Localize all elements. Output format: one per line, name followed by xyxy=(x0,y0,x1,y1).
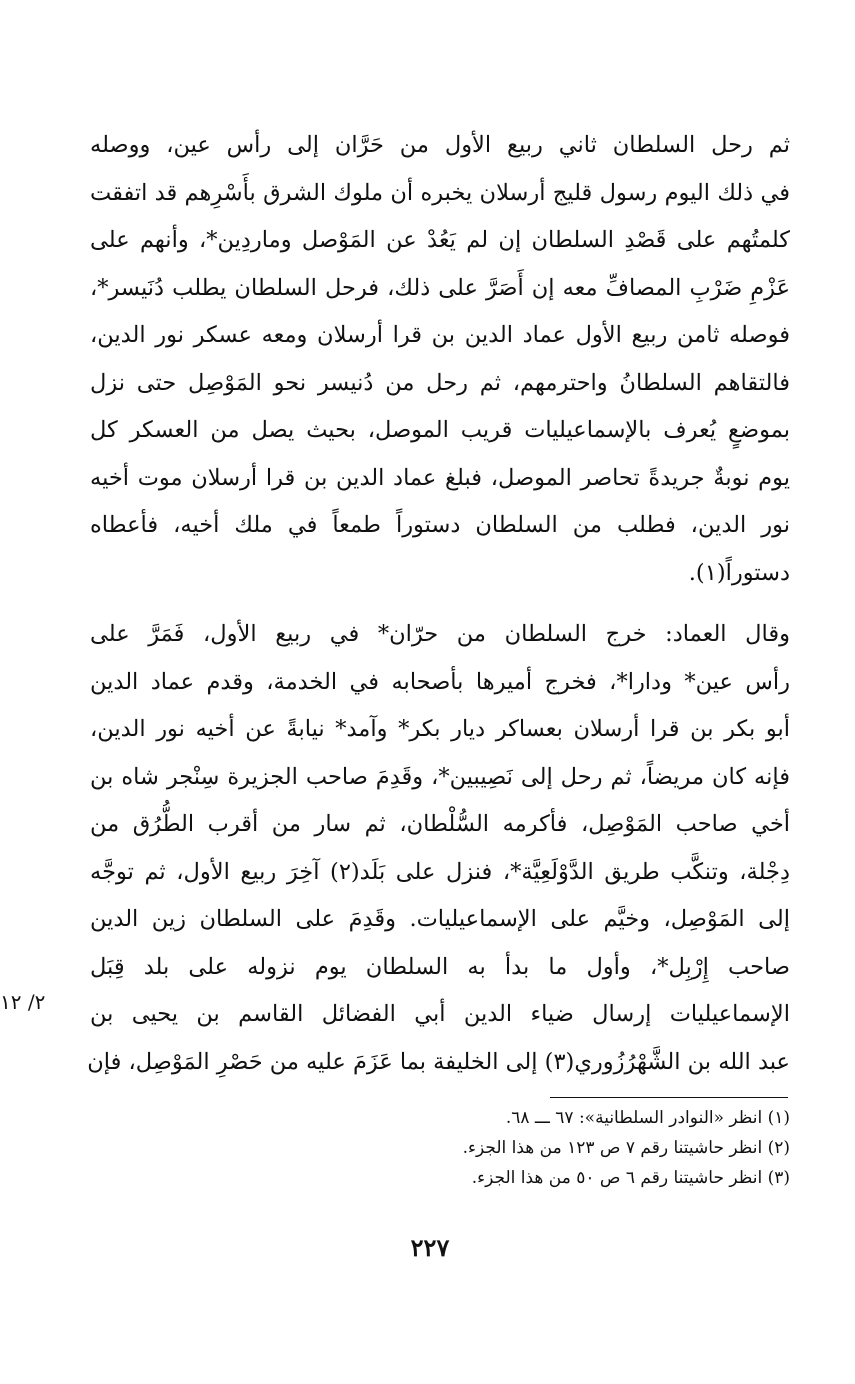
paragraph-2 xyxy=(87,611,790,1086)
text-line: فوصله ثامن ربيع الأول عماد الدين بن قرا أرسلان ومعه عسكر نور الدين، xyxy=(90,322,790,348)
text-line: أخي صاحب المَوْصِل، فأكرمه السُّلْطان، ثم سار من أقرب الطُّرُق من xyxy=(90,811,790,837)
text-line: صاحب إِرْبِل*، وأول ما بدأ به السلطان يوم نزوله على بلد قِبَل xyxy=(90,953,790,980)
text-line: في ذلك اليوم رسول قليج أرسلان يخبره أن ملوك الشرق بأَسْرِهم قد اتفقت xyxy=(90,179,790,206)
main-text xyxy=(87,122,790,1086)
text-line: رأس عين* ودارا*، فخرج أميرها بأصحابه في الخدمة، وقدم عماد الدين xyxy=(90,668,790,695)
paragraph-1 xyxy=(90,122,790,597)
footnote-1: (١) انظر «النوادر السلطانية»: ٦٧ ـــ ٦٨. xyxy=(505,1108,790,1128)
text-line: الإسماعيليات إرسال ضياء الدين أبي الفضائل القاسم بن يحيى بن xyxy=(90,1001,790,1027)
text-line: نور الدين، فطلب من السلطان دستوراً طمعاً في ملك أخيه، فأعطاه xyxy=(90,512,790,538)
footnote-3: (٣) انظر حاشيتنا رقم ٦ ص ٥٠ من هذا الجزء. xyxy=(471,1168,790,1188)
footnote-2: (٢) انظر حاشيتنا رقم ٧ ص ١٢٣ من هذا الجزء. xyxy=(462,1138,790,1158)
text-line: فإنه كان مريضاً، ثم رحل إلى نَصِيبين*، وقَدِمَ صاحب الجزيرة سِنْجر شاه بن xyxy=(90,763,790,790)
text-line: عَزْمِ ضَرْبِ المصافِّ معه إن أَصَرَّ على ذلك، فرحل السلطان يطلب دُنَيسر*، xyxy=(90,274,790,301)
footnote-divider xyxy=(550,1097,788,1098)
text-line: كلمتُهم على قَصْدِ السلطان إن لم يَعُدْ عن المَوْصل وماردِين*، وأنهم على xyxy=(90,227,790,253)
text-line: بموضعٍ يُعرف بالإسماعيليات قريب الموصل، بحيث يصل من العسكر كل xyxy=(90,417,790,443)
page-number: ٢٢٧ xyxy=(410,1233,450,1262)
text-line: فالتقاهم السلطانُ واحترمهم، ثم رحل من دُنيسر نحو المَوْصِل حتى نزل xyxy=(90,369,790,396)
margin-reference: ٢/ ١٢ xyxy=(0,990,46,1014)
footnotes xyxy=(200,1103,790,1193)
text-line: ثم رحل السلطان ثاني ربيع الأول من حَرَّان إلى رأس عين، ووصله xyxy=(90,132,790,158)
text-line: دستوراً(١). xyxy=(688,559,790,586)
text-line: دِجْلة، وتنكَّب طريق الدَّوْلَعِيَّة*، فنزل على بَلَد(٢) آخِرَ ربيع الأول، ثم توجَّه xyxy=(90,858,790,885)
text-line: أبو بكر بن قرا أرسلان بعساكر ديار بكر* وآمد* نيابةً عن أخيه نور الدين، xyxy=(90,716,790,742)
text-line: وقال العماد: خرج السلطان من حرّان* في ربيع الأول، فَمَرَّ على xyxy=(90,621,790,647)
text-line: عبد الله بن الشَّهْرُزُوري(٣) إلى الخليفة بما عَزَمَ عليه من حَصْرِ المَوْصِل، فإن xyxy=(87,1048,790,1075)
text-line: إلى المَوْصِل، وخيَّم على الإسماعيليات. وقَدِمَ على السلطان زين الدين xyxy=(90,906,790,932)
text-line: يوم نوبةٌ جريدةً تحاصر الموصل، فبلغ عماد الدين بن قرا أرسلان موت أخيه xyxy=(90,464,790,491)
